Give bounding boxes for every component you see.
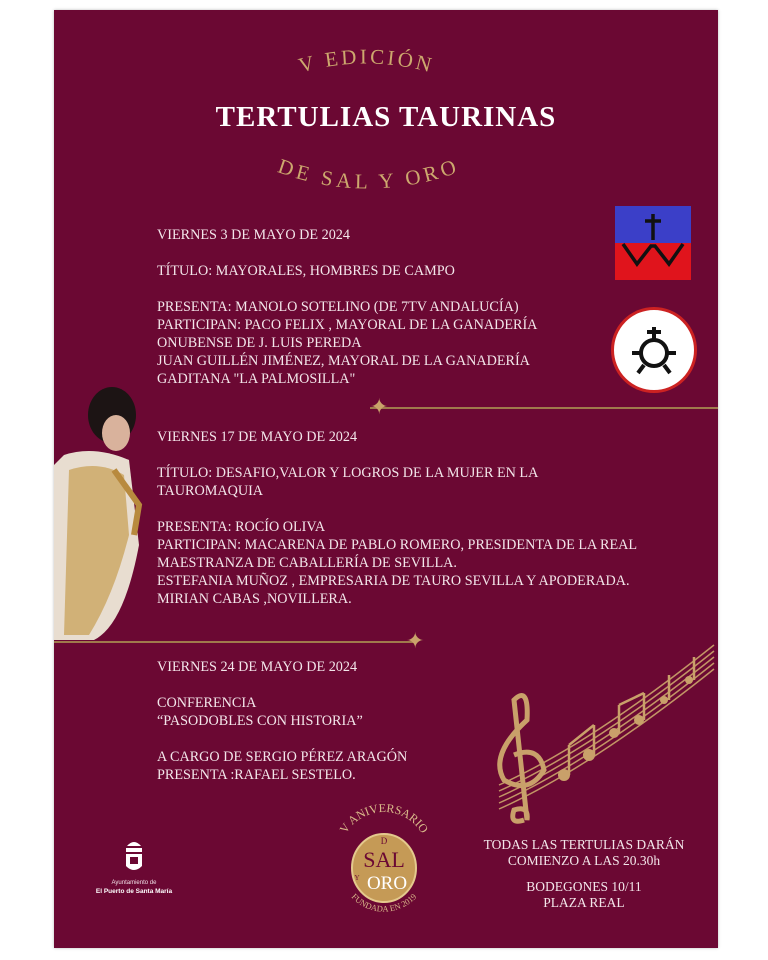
bullfighter-image (54, 385, 144, 640)
sparkle-icon: ✦ (406, 628, 425, 653)
page-title: TERTULIAS TAURINAS (215, 101, 557, 133)
event-detail: PRESENTA: ROCÍO OLIVA (157, 519, 326, 535)
event-date: VIERNES 24 DE MAYO DE 2024 (157, 659, 358, 675)
council-logo (84, 838, 184, 896)
event-2 (157, 428, 637, 608)
event-title: CONFERENCIA (157, 695, 257, 711)
event-detail: ESTEFANIA MUÑOZ , EMPRESARIA DE TAURO SEVILLA Y APODERADA. (157, 573, 630, 589)
event-detail: JUAN GUILLÉN JIMÉNEZ, MAYORAL DE LA GANADERÍA (157, 353, 530, 369)
event-detail: MIRIAN CABAS ,NOVILLERA. (157, 591, 352, 607)
event-3 (157, 658, 407, 784)
bullfighter-illustration (54, 385, 144, 640)
event-detail: PRESENTA: MANOLO SOTELINO (DE 7TV ANDALUCÍA) (157, 299, 519, 315)
event-title: TÍTULO: MAYORALES, HOMBRES DE CAMPO (157, 263, 455, 279)
schedule-info (479, 837, 689, 911)
flag-logo (615, 206, 691, 280)
flag-icon (615, 206, 691, 280)
event-date: VIERNES 17 DE MAYO DE 2024 (157, 429, 358, 445)
event-detail: A CARGO DE SERGIO PÉREZ ARAGÓN (157, 749, 408, 765)
event-detail: PRESENTA :RAFAEL SESTELO. (157, 767, 356, 783)
event-detail: PARTICIPAN: PACO FELIX , MAYORAL DE LA GANADERÍA (157, 317, 538, 333)
event-detail: ONUBENSE DE J. LUIS PEREDA (157, 335, 362, 351)
event-title: “PASODOBLES CON HISTORIA” (157, 713, 363, 729)
brand-mark-icon (614, 310, 694, 390)
place-line-1: BODEGONES 10/11 (526, 879, 642, 894)
divider (54, 641, 416, 643)
event-1 (157, 226, 537, 388)
time-line-2: COMIENZO A LAS 20.30h (507, 853, 661, 868)
poster (54, 10, 718, 948)
event-title: TAUROMAQUIA (157, 483, 264, 499)
event-title: TÍTULO: DESAFIO,VALOR Y LOGROS DE LA MUJER EN LA (157, 465, 539, 481)
divider (370, 407, 718, 409)
event-detail: GADITANA "LA PALMOSILLA" (157, 371, 356, 387)
music-notes-decoration (469, 635, 719, 830)
treble-clef-icon (500, 696, 544, 822)
event-detail: PARTICIPAN: MACARENA DE PABLO ROMERO, PRESIDENTA DE LA REAL (157, 537, 638, 553)
time-line-1: TODAS LAS TERTULIAS DARÁN (483, 837, 685, 852)
coat-of-arms-icon (123, 838, 145, 874)
seal-y-text: Y (354, 874, 360, 882)
event-date: VIERNES 3 DE MAYO DE 2024 (157, 227, 350, 243)
anniversary-seal (324, 800, 444, 925)
council-name-line1: Ayuntamiento de (111, 880, 157, 886)
subtitle-text: DE SAL Y ORO (275, 153, 463, 194)
place-line-2: PLAZA REAL (543, 895, 625, 910)
seal-oro-text: ORO (366, 873, 408, 894)
council-name-line2: El Puerto de Santa María (95, 888, 173, 895)
event-detail: MAESTRANZA DE CABALLERÍA DE SEVILLA. (157, 555, 457, 571)
seal-sal-text: SAL (363, 847, 405, 872)
sparkle-icon: ✦ (370, 394, 389, 419)
seal-top-text: V ANIVERSARIO (336, 800, 432, 836)
seal-bottom-text: FUNDADA EN 2019 (349, 891, 419, 914)
edition-text: V EDICIÓN (296, 44, 437, 78)
seal-de-text: D (380, 836, 388, 846)
brand-round-logo (611, 307, 697, 393)
